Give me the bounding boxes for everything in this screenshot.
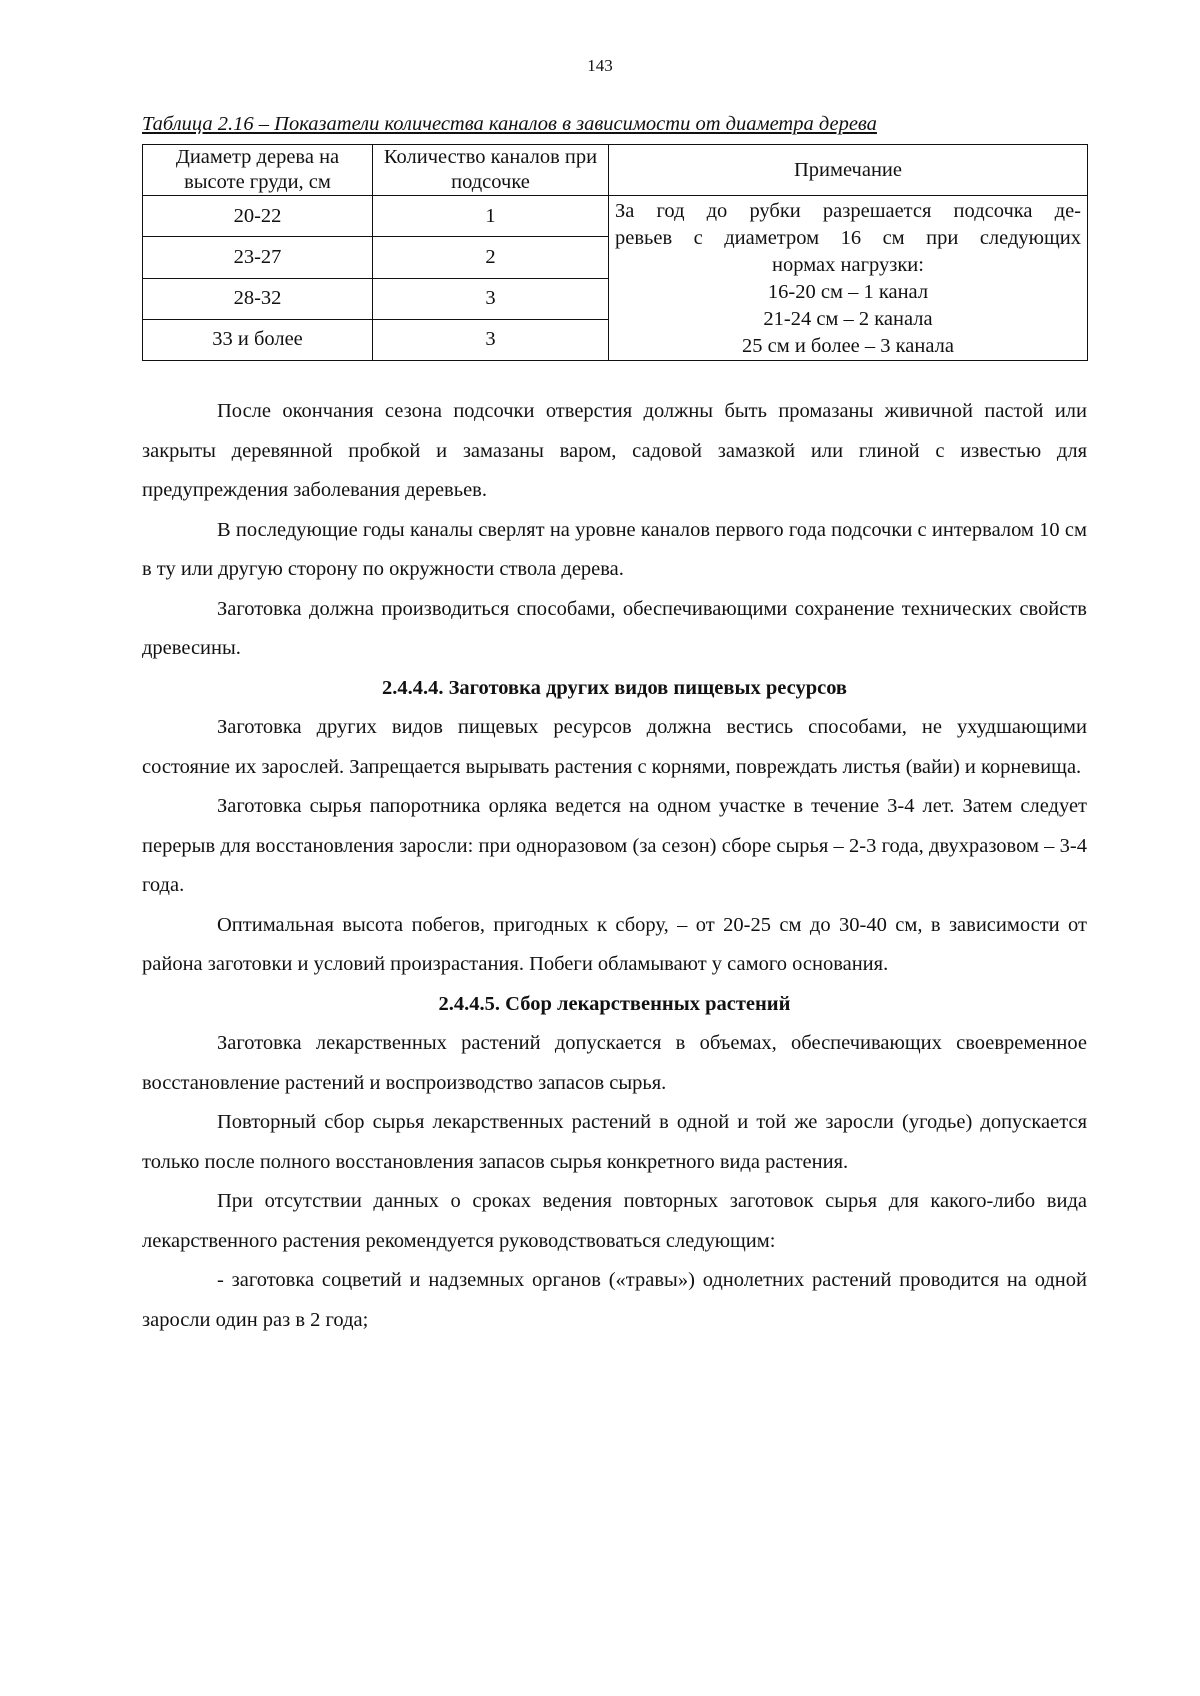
paragraph: Заготовка лекарственных растений допускается в объемах, обеспечивающих своевременное восстановление растений и воспроизводство запасов сырья.: [142, 1032, 1087, 1094]
paragraph: Повторный сбор сырья лекарственных растений в одной и той же заросли (угодье) допускается только после полного восстановления запасов сырья конкретного вида растения.: [142, 1111, 1087, 1173]
header-note: Примечание: [609, 145, 1088, 196]
paragraph: Оптимальная высота побегов, пригодных к сбору, – от 20-25 см до 30-40 см, в зависимости от района заготовки и условий произрастания. Побеги обламывают у самого основания.: [142, 913, 1087, 975]
cell-channels: 2: [373, 237, 609, 278]
note-line: 21-24 см – 2 канала: [763, 308, 933, 330]
cell-diameter: 20-22: [143, 196, 373, 237]
paragraph: Заготовка должна производиться способами, обеспечивающими сохранение технических свойств древесины.: [142, 597, 1087, 659]
body-text: [142, 392, 1087, 1340]
cell-channels: 3: [373, 319, 609, 360]
channels-table: [142, 144, 1088, 361]
note-line: 25 см и более – 3 канала: [742, 335, 954, 357]
header-diameter: Диаметр дерева на высоте груди, см: [143, 145, 373, 196]
cell-channels: 1: [373, 196, 609, 237]
note-line: ревьев с диаметром 16 см при следующих: [615, 227, 1081, 249]
section-heading: 2.4.4.5. Сбор лекарственных растений: [438, 992, 791, 1015]
table-caption: Таблица 2.16 – Показатели количества каналов в зависимости от диаметра дерева: [142, 113, 877, 135]
cell-diameter: 28-32: [143, 278, 373, 319]
note-line: За год до рубки разрешается подсочка де-: [615, 200, 1081, 222]
paragraph: При отсутствии данных о сроках ведения повторных заготовок сырья для какого-либо вида лекарственного растения рекомендуется руководствоваться следующим:: [142, 1190, 1087, 1252]
header-channels: Количество каналов при подсочке: [373, 145, 609, 196]
paragraph: Заготовка других видов пищевых ресурсов должна вестись способами, не ухудшающими состояние их зарослей. Запрещается вырывать растения с корнями, повреждать листья (вайи) и корневища.: [142, 716, 1087, 778]
paragraph: После окончания сезона подсочки отверстия должны быть промазаны живичной пастой или закрыты деревянной пробкой и замазаны варом, садовой замазкой или глиной с известью для предупреждения заболевания деревьев.: [142, 400, 1087, 501]
note-line: нормах нагрузки:: [772, 254, 924, 276]
section-heading: 2.4.4.4. Заготовка других видов пищевых ресурсов: [381, 676, 847, 699]
cell-diameter: 33 и более: [143, 319, 373, 360]
paragraph: В последующие годы каналы сверлят на уровне каналов первого года подсочки с интервалом 10 см в ту или другую сторону по окружности ствола дерева.: [142, 518, 1087, 580]
cell-diameter: 23-27: [143, 237, 373, 278]
table-row: [143, 196, 1088, 237]
cell-note: [609, 196, 1088, 361]
paragraph: Заготовка сырья папоротника орляка ведется на одном участке в течение 3-4 лет. Затем следует перерыв для восстановления заросли: при одноразовом (за сезон) сборе сырья – 2-3 года, двухразовом – 3-4 года.: [142, 795, 1087, 896]
paragraph: - заготовка соцветий и надземных органов («травы») однолетних растений проводится на одной заросли один раз в 2 года;: [142, 1269, 1087, 1331]
note-line: 16-20 см – 1 канал: [767, 281, 929, 303]
table-header-row: [143, 145, 1088, 196]
page-number: 143: [587, 56, 613, 75]
cell-channels: 3: [373, 278, 609, 319]
